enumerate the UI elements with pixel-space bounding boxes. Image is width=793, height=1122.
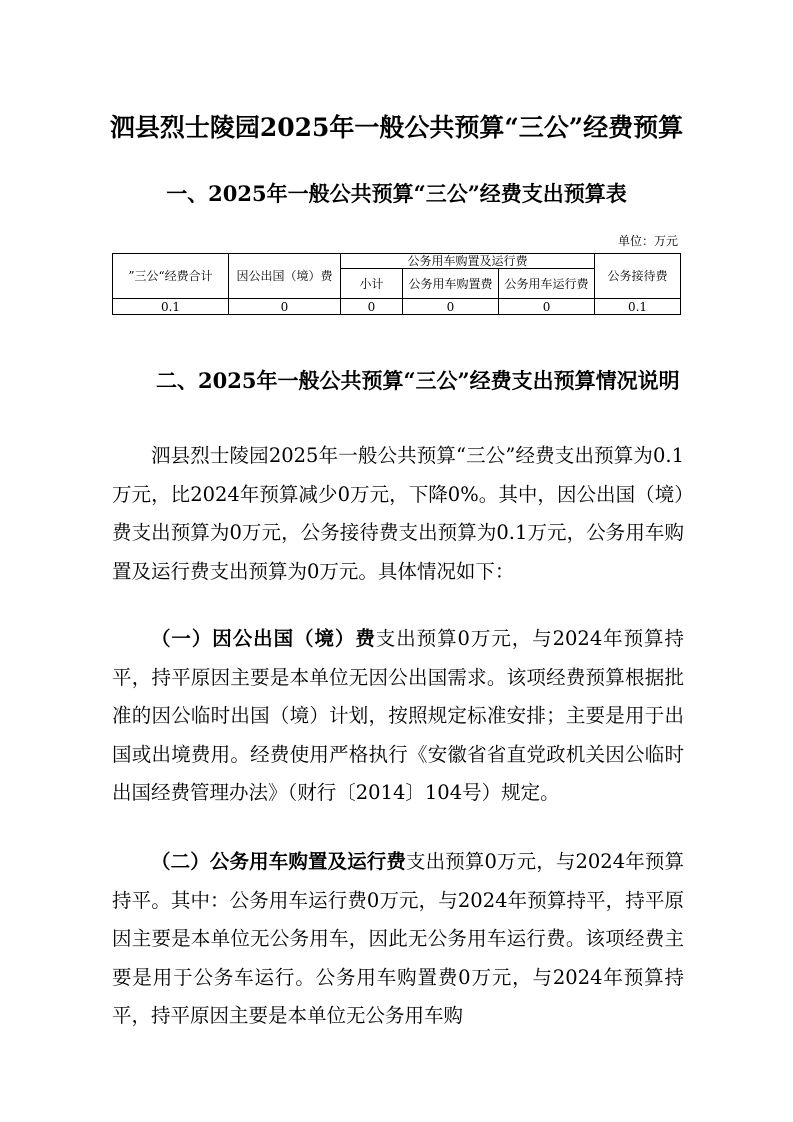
paragraph-summary: 泗县烈士陵园2025年一般公共预算“三公”经费支出预算为0.1万元，比2024年预算减少0万元，下降0%。其中，因公出国（境）费支出预算为0万元，公务接待费支出预算为0.1万元，公务用车购置及运行费支出预算为0万元。具体情况如下：: [112, 444, 684, 583]
unit-label: 单位：万元: [617, 234, 678, 248]
header-vehicle-purchase: 公务用车购置费: [403, 269, 499, 299]
section-2-title: 二、2025年一般公共预算“三公”经费支出预算情况说明: [156, 368, 680, 393]
cell-vehicle-purchase: 0: [403, 299, 499, 315]
cell-reception: 0.1: [595, 299, 681, 315]
header-total: ”三公“经费合计: [113, 254, 229, 299]
paragraph-abroad-lead: （一）因公出国（境）费: [151, 627, 376, 650]
paragraph-abroad: [112, 620, 684, 813]
budget-table: [112, 253, 681, 315]
page-title: 泗县烈士陵园2025年一般公共预算“三公”经费预算: [109, 113, 684, 142]
paragraph-vehicle: [112, 843, 684, 1036]
paragraph-vehicle-lead: （二）公务用车购置及运行费: [151, 850, 407, 873]
header-subtotal: 小计: [341, 269, 403, 299]
cell-subtotal: 0: [341, 299, 403, 315]
header-abroad: 因公出国（境）费: [229, 254, 341, 299]
paragraph-abroad-body: 支出预算0万元，与2024年预算持平，持平原因主要是本单位无因公出国需求。该项经费预算根据批准的因公临时出国（境）计划，按照规定标准安排；主要是用于出国或出境费用。经费使用严格执行《安徽省省直党政机关因公临时出国经费管理办法》（财行〔2014〕104号）规定。: [112, 627, 684, 805]
section-1-title: 一、2025年一般公共预算“三公”经费支出预算表: [166, 181, 627, 206]
table-row: [113, 299, 681, 315]
cell-vehicle-operation: 0: [499, 299, 595, 315]
cell-abroad: 0: [229, 299, 341, 315]
header-vehicle-group: 公务用车购置及运行费: [341, 254, 595, 269]
cell-total: 0.1: [113, 299, 229, 315]
header-vehicle-operation: 公务用车运行费: [499, 269, 595, 299]
paragraph-vehicle-body: 支出预算0万元，与2024年预算持平。其中：公务用车运行费0万元，与2024年预算持平，持平原因主要是本单位无公务用车，因此无公务用车运行费。该项经费主要是用于公务车运行。公务用车购置费0万元，与2024年预算持平，持平原因主要是本单位无公务用车购: [112, 850, 684, 1028]
header-reception: 公务接待费: [595, 254, 681, 299]
